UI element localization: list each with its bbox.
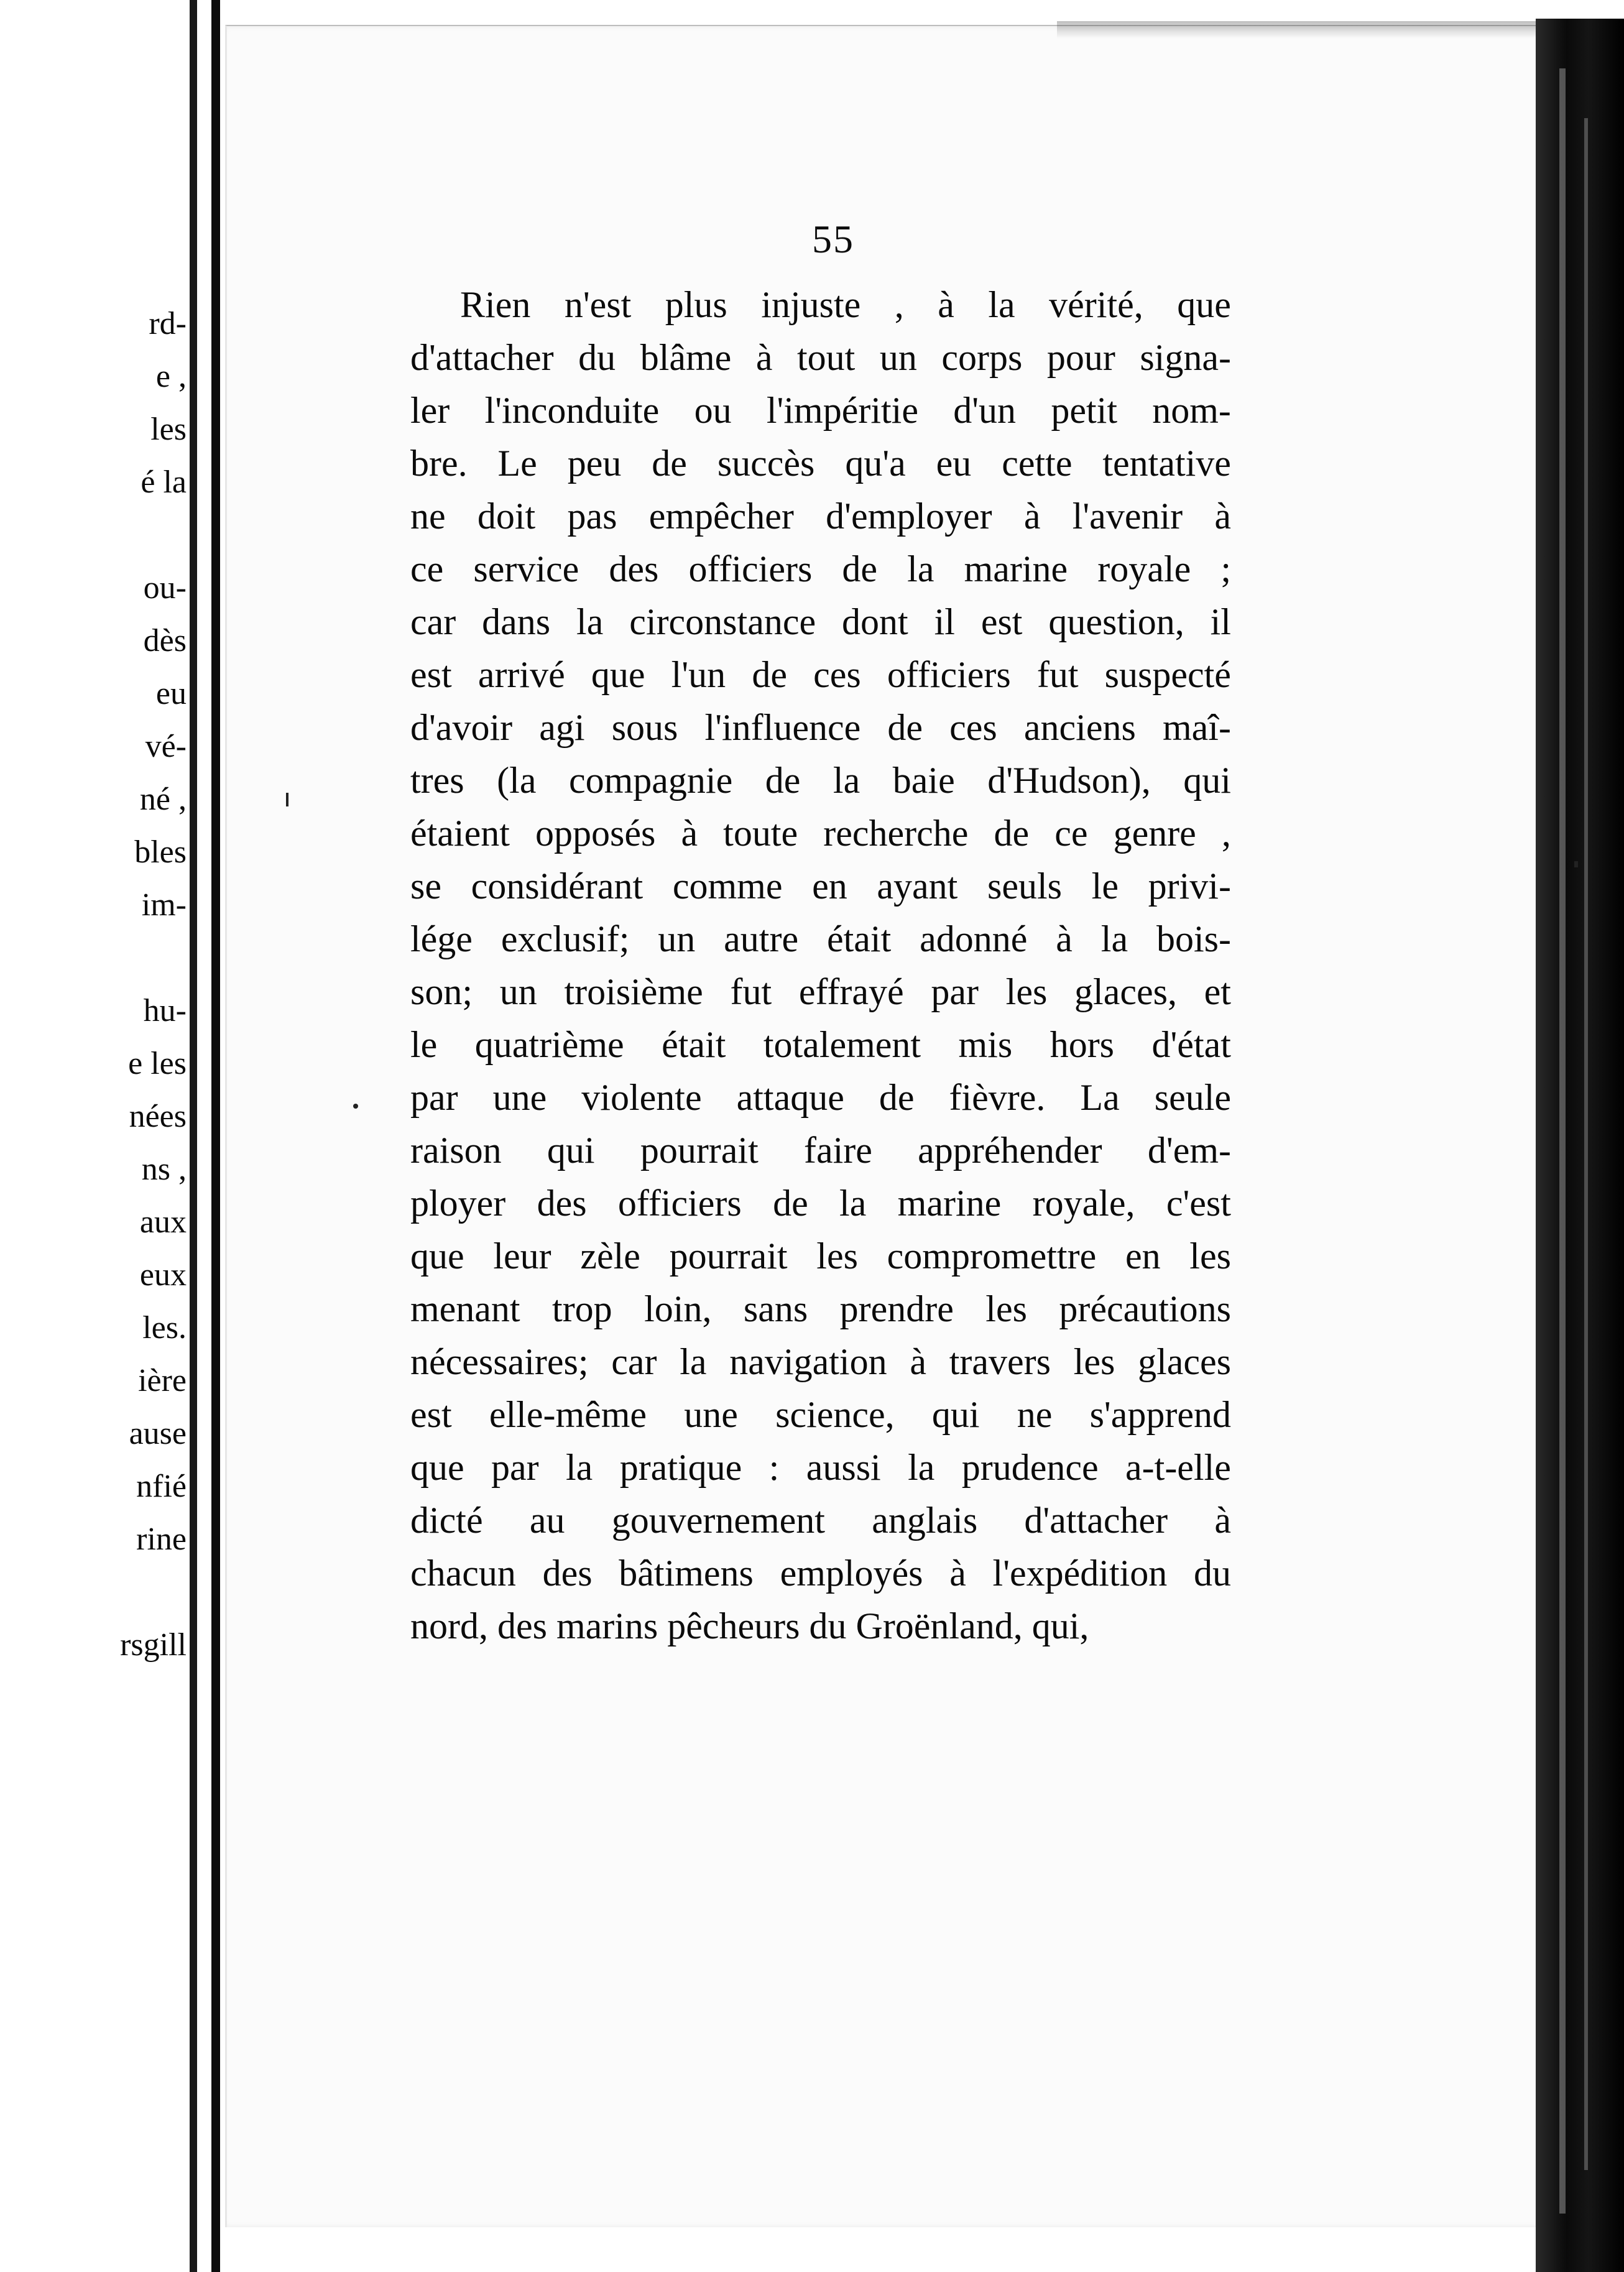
word: arrivé — [478, 654, 565, 695]
word: la — [839, 1183, 867, 1224]
word: d'un — [953, 390, 1017, 431]
left-fragment: rsgill — [120, 1627, 187, 1663]
left-fragment: e , — [155, 359, 187, 394]
left-fragment: né , — [139, 782, 187, 817]
word: des — [542, 1553, 593, 1594]
page-number: 55 — [812, 217, 854, 261]
word: recherche — [823, 813, 969, 854]
word: la — [576, 601, 604, 642]
text-line — [410, 754, 1231, 807]
left-fragment: rine — [136, 1522, 187, 1557]
stray-ink-mark — [286, 793, 288, 806]
word: ce — [410, 548, 444, 589]
word: c'est — [1166, 1183, 1231, 1224]
left-fragment: e les — [128, 1046, 187, 1081]
word: fièvre. — [949, 1077, 1046, 1118]
word: agi — [539, 707, 585, 748]
word: appréhender — [918, 1130, 1102, 1171]
word: l'inconduite — [484, 390, 660, 431]
word: était — [826, 918, 892, 959]
word: compagnie — [568, 760, 733, 801]
word: mis — [958, 1024, 1013, 1065]
word: totalement — [763, 1024, 921, 1065]
word: compromettre — [887, 1235, 1097, 1277]
word: un — [879, 337, 917, 378]
word: exclusif; — [501, 918, 630, 959]
word: de — [765, 760, 801, 801]
left-fragment: eu — [155, 676, 187, 711]
word: quatrième — [474, 1024, 624, 1065]
left-fragment — [0, 931, 187, 984]
word: du — [1194, 1553, 1231, 1594]
word: considérant — [471, 866, 644, 907]
word: officiers — [688, 548, 813, 589]
word: menant — [410, 1288, 520, 1329]
word: ne — [1017, 1394, 1053, 1435]
word: les — [1005, 971, 1048, 1012]
word: un — [499, 971, 537, 1012]
text-line — [410, 807, 1231, 860]
word: signa- — [1140, 337, 1231, 378]
word: en — [1125, 1235, 1161, 1277]
left-fragment: nfié — [136, 1469, 187, 1504]
left-fragment: les — [150, 412, 187, 447]
word: seuls — [987, 866, 1063, 907]
word: l'influence — [704, 707, 861, 748]
word: l'un — [671, 654, 726, 695]
text-line — [410, 1177, 1231, 1230]
word: qui — [547, 1130, 595, 1171]
word: que — [410, 1447, 464, 1488]
word: troisième — [564, 971, 703, 1012]
text-line — [410, 1124, 1231, 1177]
word: du — [578, 337, 616, 378]
word: royale — [1097, 548, 1191, 589]
word: il — [1210, 601, 1231, 642]
text-line — [410, 1441, 1231, 1494]
word: effrayé — [798, 971, 904, 1012]
word: et — [1204, 971, 1231, 1012]
word: officiers — [617, 1183, 742, 1224]
word: empêcher — [648, 496, 794, 537]
word: eu — [936, 443, 972, 484]
word: ou — [694, 390, 732, 431]
left-fragment — [0, 1566, 187, 1619]
word: de — [752, 654, 787, 695]
text-line — [410, 860, 1231, 913]
text-line: nord, des marins pêcheurs du Groënland, qui, — [410, 1605, 1089, 1646]
word: adonné — [920, 918, 1028, 959]
left-fragment: ns , — [141, 1152, 187, 1187]
word: est — [410, 654, 452, 695]
word: de — [887, 707, 923, 748]
text-line — [410, 1230, 1231, 1283]
word: lége — [410, 918, 473, 959]
word: seule — [1154, 1077, 1231, 1118]
word: à — [1023, 496, 1041, 537]
word: tres — [410, 760, 464, 801]
word: de — [652, 443, 687, 484]
left-fragment: nées — [129, 1099, 187, 1134]
word: à — [938, 284, 954, 325]
word: de — [773, 1183, 808, 1224]
left-fragment: hu- — [143, 993, 187, 1028]
word: violente — [581, 1077, 702, 1118]
word: ; — [1220, 548, 1231, 589]
word: sans — [743, 1288, 808, 1329]
word: bâtimens — [619, 1553, 754, 1594]
word: la — [908, 1447, 935, 1488]
left-page-edge-shadow — [190, 0, 197, 2272]
word: par — [931, 971, 979, 1012]
word: le — [410, 1024, 438, 1065]
word: travers — [949, 1341, 1051, 1382]
gutter-binding-line — [211, 0, 220, 2272]
word: fut — [1036, 654, 1079, 695]
word: étaient — [410, 813, 510, 854]
text-line — [410, 1283, 1231, 1336]
word: maî- — [1162, 707, 1231, 748]
word: : — [768, 1447, 780, 1488]
word: science, — [775, 1394, 895, 1435]
word: pas — [567, 496, 617, 537]
word: toute — [723, 813, 798, 854]
word: à — [755, 337, 773, 378]
word: gouvernement — [611, 1500, 825, 1541]
left-facing-page — [0, 0, 198, 2272]
word: peu — [567, 443, 622, 484]
word: de — [842, 548, 878, 589]
word: tout — [796, 337, 856, 378]
word: précautions — [1059, 1288, 1231, 1329]
left-fragment: aux — [139, 1204, 187, 1240]
word: d'avoir — [410, 707, 513, 748]
word: zèle — [580, 1235, 640, 1277]
left-fragment: ause — [129, 1416, 187, 1451]
word: comme — [672, 866, 783, 907]
word: d'état — [1151, 1024, 1231, 1065]
word: prudence — [961, 1447, 1099, 1488]
body-text — [410, 279, 1231, 1653]
word: ces — [949, 707, 997, 748]
word: bre. — [410, 443, 468, 484]
left-fragment: im- — [141, 887, 187, 923]
stray-ink-mark — [353, 1104, 358, 1109]
word: faire — [804, 1130, 872, 1171]
word: vérité, — [1049, 284, 1143, 325]
word: son; — [410, 971, 473, 1012]
word: d'employer — [826, 496, 992, 537]
word: de — [879, 1077, 915, 1118]
word: privi- — [1148, 866, 1231, 907]
word: a-t-elle — [1125, 1447, 1231, 1488]
word: les — [816, 1235, 858, 1277]
word: à — [1056, 918, 1073, 959]
word: genre — [1113, 813, 1196, 854]
word: à — [681, 813, 698, 854]
word: la — [680, 1341, 707, 1382]
word: d'attacher — [410, 337, 554, 378]
left-fragment: vé- — [145, 729, 187, 764]
word: (la — [497, 760, 537, 801]
word: fut — [730, 971, 772, 1012]
text-line — [410, 701, 1231, 754]
word: qu'a — [845, 443, 906, 484]
left-fragment: ou- — [143, 570, 187, 606]
word: se — [410, 866, 441, 907]
word: suspecté — [1104, 654, 1231, 695]
word: d'Hudson), — [987, 760, 1151, 801]
word: leur — [493, 1235, 551, 1277]
word: des — [537, 1183, 587, 1224]
word: ler — [410, 390, 450, 431]
left-page-text-fragments — [0, 297, 187, 1671]
word: sous — [611, 707, 678, 748]
text-line — [410, 1018, 1231, 1071]
left-fragment: é la — [141, 464, 187, 500]
text-line — [410, 1071, 1231, 1124]
word: n'est — [564, 284, 632, 325]
word: La — [1080, 1077, 1120, 1118]
word: Rien — [460, 284, 531, 325]
word: service — [473, 548, 579, 589]
word: raison — [410, 1130, 502, 1171]
word: dans — [482, 601, 551, 642]
word: navigation — [729, 1341, 887, 1382]
word: ces — [813, 654, 861, 695]
text-line — [410, 384, 1231, 437]
word: la — [988, 284, 1015, 325]
word: une — [492, 1077, 547, 1118]
word: trop — [552, 1288, 612, 1329]
word: , — [1221, 813, 1231, 854]
word: un — [658, 918, 696, 959]
word: Le — [497, 443, 537, 484]
word: les — [1073, 1341, 1115, 1382]
word: était — [662, 1024, 726, 1065]
word: royale, — [1032, 1183, 1135, 1224]
word: prendre — [839, 1288, 954, 1329]
word: ce — [1054, 813, 1088, 854]
word: aussi — [806, 1447, 881, 1488]
word: ployer — [410, 1183, 506, 1224]
word: les — [1189, 1235, 1231, 1277]
text-line — [410, 279, 1231, 331]
word: petit — [1051, 390, 1117, 431]
word: pour — [1046, 337, 1115, 378]
word: s'apprend — [1089, 1394, 1231, 1435]
word: nom- — [1152, 390, 1231, 431]
word: pourrait — [640, 1130, 759, 1171]
word: est — [410, 1394, 452, 1435]
text-line — [410, 1336, 1231, 1388]
word: que — [1177, 284, 1231, 325]
word: tentative — [1102, 443, 1231, 484]
word: l'avenir — [1072, 496, 1183, 537]
word: anciens — [1023, 707, 1136, 748]
word: succès — [717, 443, 815, 484]
text-line — [410, 1547, 1231, 1600]
left-fragment: eux — [139, 1257, 187, 1293]
word: une — [684, 1394, 738, 1435]
word: par — [410, 1077, 458, 1118]
word: attaque — [736, 1077, 844, 1118]
word: officiers — [887, 654, 1011, 695]
word: corps — [941, 337, 1023, 378]
word: pratique — [619, 1447, 742, 1488]
word: employés — [780, 1553, 923, 1594]
word: de — [994, 813, 1030, 854]
word: cette — [1002, 443, 1073, 484]
text-line — [410, 1388, 1231, 1441]
left-fragment: ière — [138, 1363, 187, 1398]
word: l'expédition — [992, 1553, 1168, 1594]
word: autre — [724, 918, 799, 959]
word: d'em- — [1147, 1130, 1231, 1171]
word: loin, — [644, 1288, 712, 1329]
word: opposés — [535, 813, 656, 854]
word: que — [591, 654, 645, 695]
word: blâme — [640, 337, 732, 378]
word: la — [833, 760, 860, 801]
word: plus — [665, 284, 727, 325]
word: ne — [410, 496, 446, 537]
word: il — [934, 601, 955, 642]
word: question, — [1048, 601, 1184, 642]
word: doit — [477, 496, 536, 537]
text-line — [410, 437, 1231, 490]
word: glaces — [1138, 1341, 1231, 1382]
word: pourrait — [669, 1235, 788, 1277]
word: qui — [1183, 760, 1231, 801]
left-fragment: dès — [143, 623, 187, 658]
word: bois- — [1156, 918, 1231, 959]
page-stack-edge — [1536, 19, 1624, 2272]
word: , — [894, 284, 904, 325]
word: à — [910, 1341, 926, 1382]
text-line — [410, 490, 1231, 543]
word: en — [812, 866, 847, 907]
left-fragment — [0, 509, 187, 561]
word: au — [529, 1500, 565, 1541]
word: que — [410, 1235, 464, 1277]
stray-ink-mark — [1574, 861, 1578, 867]
word: marine — [964, 548, 1068, 589]
word: la — [566, 1447, 593, 1488]
word: hors — [1050, 1024, 1115, 1065]
word: dont — [842, 601, 908, 642]
text-line — [410, 649, 1231, 701]
word: ayant — [877, 866, 958, 907]
word: car — [410, 601, 456, 642]
word: chacun — [410, 1553, 516, 1594]
word: injuste — [761, 284, 861, 325]
word: d'attacher — [1024, 1500, 1168, 1541]
word: des — [609, 548, 659, 589]
text-line — [410, 966, 1231, 1018]
word: l'impéritie — [766, 390, 918, 431]
word: la — [907, 548, 934, 589]
text-line — [410, 331, 1231, 384]
word: la — [1100, 918, 1128, 959]
word: dicté — [410, 1500, 483, 1541]
word: nécessaires; — [410, 1341, 589, 1382]
word: anglais — [872, 1500, 978, 1541]
word: le — [1091, 866, 1119, 907]
left-fragment: bles — [134, 834, 187, 870]
word: elle-même — [489, 1394, 647, 1435]
page-top-edge-shadow — [1057, 21, 1542, 39]
word: glaces, — [1074, 971, 1177, 1012]
word: à — [1214, 1500, 1231, 1541]
word: les — [985, 1288, 1027, 1329]
left-fragment: les. — [142, 1310, 187, 1346]
word: est — [980, 601, 1023, 642]
text-line — [410, 1494, 1231, 1547]
text-line — [410, 543, 1231, 596]
word: à — [1214, 496, 1231, 537]
text-line — [410, 913, 1231, 966]
text-line — [410, 596, 1231, 649]
word: marine — [897, 1183, 1002, 1224]
word: car — [611, 1341, 657, 1382]
word: circonstance — [629, 601, 816, 642]
word: qui — [931, 1394, 980, 1435]
word: par — [491, 1447, 539, 1488]
word: baie — [892, 760, 955, 801]
word: à — [949, 1553, 966, 1594]
left-fragment: rd- — [149, 306, 187, 341]
